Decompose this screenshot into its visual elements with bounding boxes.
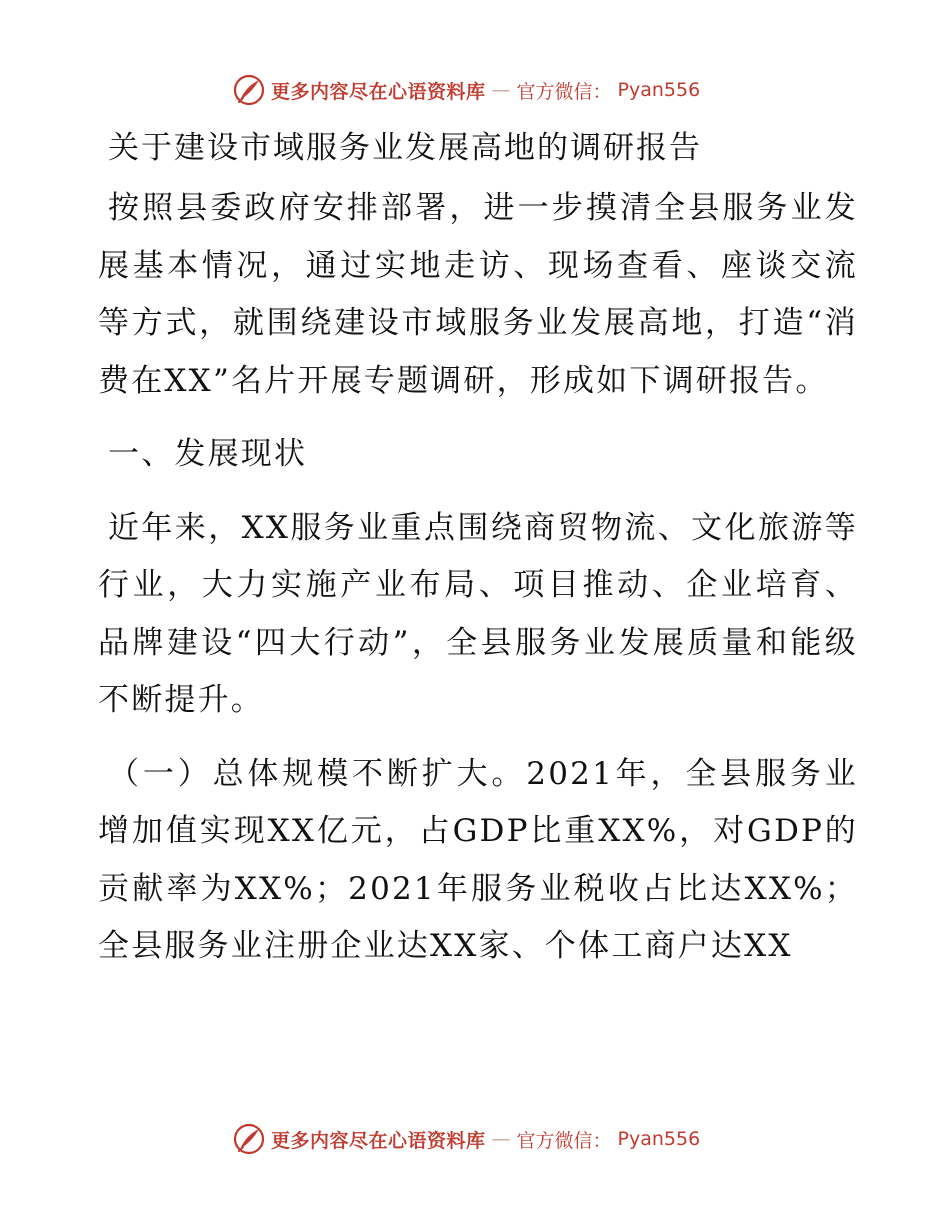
- watermark-footer: [233, 1122, 700, 1156]
- document-body: [98, 122, 858, 992]
- quill-pen-logo-icon: [233, 74, 265, 106]
- section-heading-status: 一、发展现状: [108, 436, 308, 472]
- document-title: 关于建设市域服务业发展高地的调研报告: [108, 130, 702, 166]
- watermark-contact-label: 官方微信：: [516, 80, 612, 103]
- watermark-dash: —: [491, 1128, 511, 1150]
- scale-paragraph: （一）总体规模不断扩大。2021年，全县服务业增加值实现XX亿元，占GDP比重XX%，对GDP的贡献率为XX%；2021年服务业税收占比达XX%；全县服务业注册企业达XX家、个体工商户达XX: [98, 755, 858, 964]
- quill-pen-logo-icon: [233, 1123, 265, 1155]
- watermark-handle: Pyan556: [617, 1128, 701, 1150]
- watermark-contact-label: 官方微信：: [516, 1129, 612, 1152]
- status-paragraph: 近年来，XX服务业重点围绕商贸物流、文化旅游等行业，大力实施产业布局、项目推动、企业培育、品牌建设“四大行动”，全县服务业发展质量和能级不断提升。: [98, 509, 858, 718]
- watermark-header: [233, 73, 700, 107]
- watermark-site-text: 更多内容尽在心语资料库: [271, 80, 486, 103]
- watermark-handle: Pyan556: [617, 79, 701, 101]
- watermark-site-text: 更多内容尽在心语资料库: [271, 1129, 486, 1152]
- intro-paragraph: 按照县委政府安排部署，进一步摸清全县服务业发展基本情况，通过实地走访、现场查看、座谈交流等方式，就围绕建设市域服务业发展高地，打造“消费在XX”名片开展专题调研，形成如下调研报告。: [98, 190, 858, 399]
- watermark-dash: —: [491, 79, 511, 101]
